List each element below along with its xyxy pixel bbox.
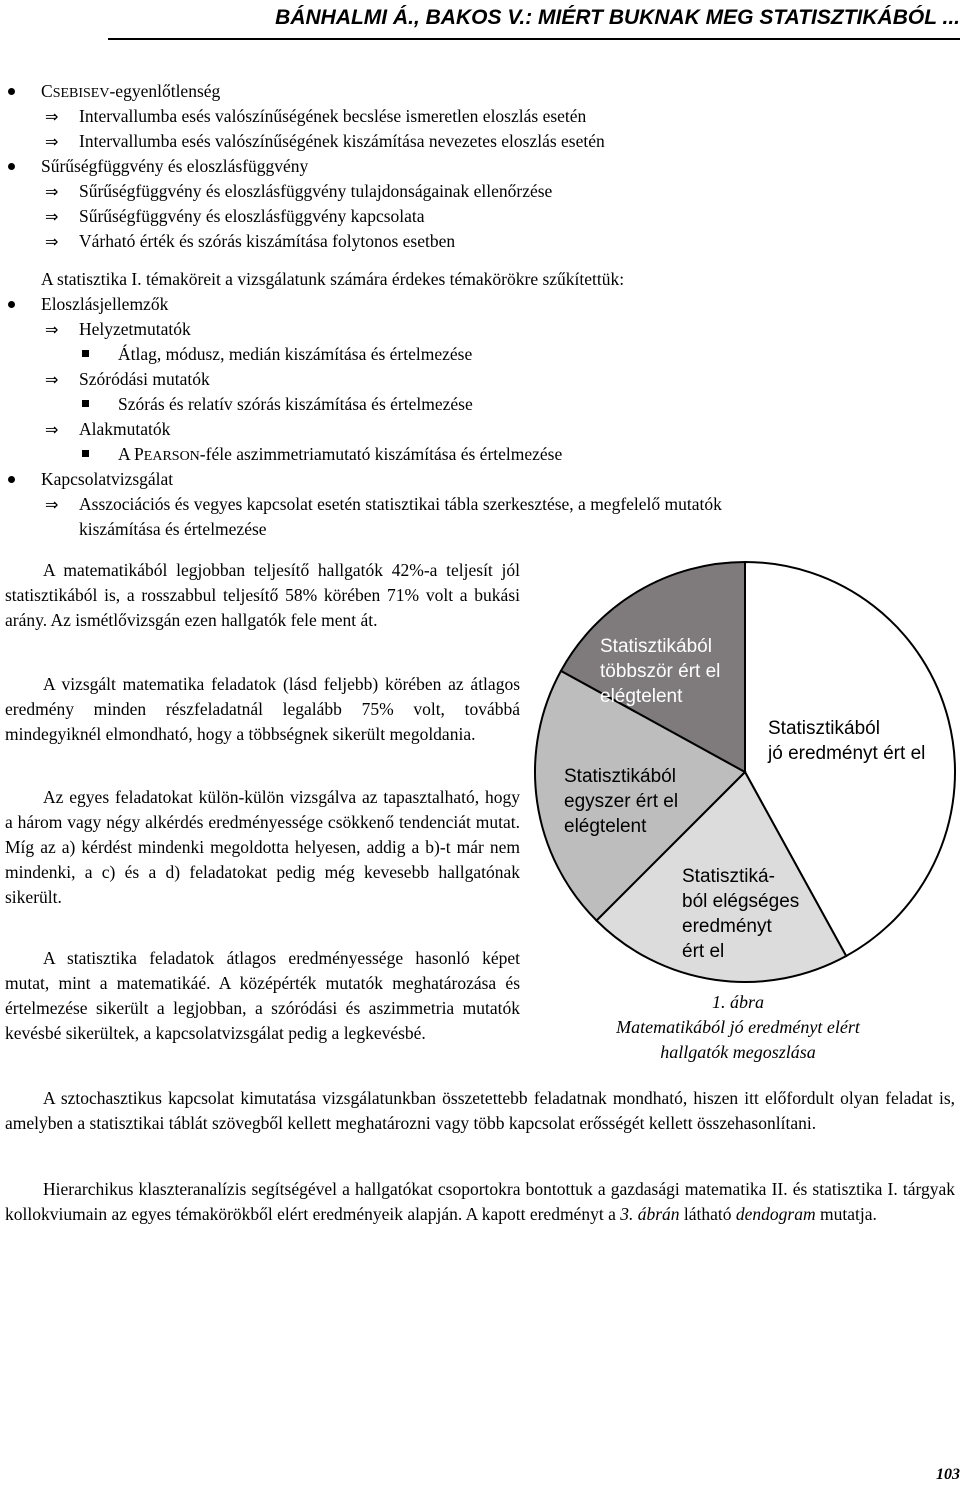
list-item: ⇒ Szóródási mutatók	[79, 367, 210, 392]
list-item	[118, 442, 562, 469]
term-emphasis: dendogram	[735, 1204, 816, 1224]
list-item: Szórás és relatív szórás kiszámítása és értelmezése	[118, 392, 473, 417]
list-item: ⇒ Alakmutatók	[79, 417, 170, 442]
pie-slice-label: Statisztikából többször ért el elégtelent	[600, 636, 721, 707]
paragraph: A vizsgált matematika feladatok (lásd feljebb) körében az átlagos eredmény minden részfeladatnál legalább 75% volt, továbbá mindegyiknél elmondható, hogy a többségnek sikerült megoldania.	[5, 674, 520, 744]
list-item: Sűrűségfüggvény és eloszlásfüggvény	[41, 154, 308, 179]
list-item-label: -egyenlőtlenség	[109, 81, 221, 101]
paragraph	[5, 1177, 955, 1227]
page-number: 103	[936, 1466, 960, 1483]
list-item: ⇒ Asszociációs és vegyes kapcsolat esetén statisztikai tábla szerkesztése, a megfelelő mutatók	[79, 492, 722, 517]
list-item: ⇒ Várható érték és szórás kiszámítása folytonos esetben	[79, 229, 455, 254]
small-caps-text: SEBISEV	[52, 86, 110, 101]
pie-slice-label: Statisztikából egyszer ért el elégtelent	[564, 766, 679, 837]
paragraph-text: mutatja.	[815, 1204, 877, 1224]
intro-line: A statisztika I. témaköreit a vizsgálatunk számára érdekes témakörökre szűkítettük:	[41, 269, 625, 289]
list-item: ⇒ Helyzetmutatók	[79, 317, 191, 342]
paragraph-text: Hierarchikus klaszteranalízis segítségével a hallgatókat csoportokra bontottuk a gazdasági matematika II. és statisztika I. tárgyak kollokviumain az egyes témakörökből elért eredményeik alapján. A kapott eredményt a	[5, 1179, 955, 1224]
paragraph-text: látható	[679, 1204, 736, 1224]
list-item: ⇒ Sűrűségfüggvény és eloszlásfüggvény tulajdonságainak ellenőrzése	[79, 179, 552, 204]
list-item: Eloszlásjellemzők	[41, 292, 168, 317]
header-rule	[108, 38, 960, 40]
list-item: ⇒ Intervallumba esés valószínűségének kiszámítása nevezetes eloszlás esetén	[79, 129, 605, 154]
list-item: ⇒ Sűrűségfüggvény és eloszlásfüggvény kapcsolata	[79, 204, 425, 229]
pie-slice-label: Statisztiká-ból elégséges eredményt ért el	[682, 866, 800, 962]
figure-reference: 3. ábrán	[620, 1204, 680, 1224]
list-item-label: A P	[118, 444, 144, 464]
list-item: CSEBISEV-egyenlőtlenség	[41, 79, 220, 106]
pie-chart	[530, 550, 960, 990]
figure-title-line: Matematikából jó eredményt elért	[616, 1017, 860, 1037]
list-item: ⇒ Intervallumba esés valószínűségének becslése ismeretlen eloszlás esetén	[79, 104, 586, 129]
figure-title-line: hallgatók megoszlása	[660, 1042, 816, 1062]
figure-number: 1. ábra	[711, 992, 764, 1012]
figure-caption	[558, 990, 918, 1065]
paragraph: A sztochasztikus kapcsolat kimutatása vizsgálatunkban összetettebb feladatnak mondható, hiszen itt előfordult olyan feladat is, amelyben a statisztikai táblát szövegből kellett meghatározni vagy több kapcsolat erősségét kellett összehasonlítani.	[5, 1088, 955, 1133]
pie-slice-label: Statisztikából jó eredményt ért el	[768, 718, 926, 764]
list-item: Átlag, módusz, medián kiszámítása és értelmezése	[118, 342, 472, 367]
list-item-continuation: kiszámítása és értelmezése	[79, 519, 267, 539]
running-header: BÁNHALMI Á., BAKOS V.: MIÉRT BUKNAK MEG STATISZTIKÁBÓL ...	[275, 6, 960, 29]
paragraph: A matematikából legjobban teljesítő hallgatók 42%-a teljesít jól statisztikából is, a rosszabbul teljesítő 58% körében 71% volt a bukási arány. Az ismétlővizsgán ezen hallgatók fele ment át.	[5, 560, 520, 630]
list-item-label: -féle aszimmetriamutató kiszámítása és értelmezése	[199, 444, 563, 464]
paragraph: A statisztika feladatok átlagos eredményessége hasonló képet mutat, mint a matematikáé. A középérték mutatók meghatározása és értelmezése sikerült a legjobban, a szóródási és aszimmetria mutatók kevésbé sikerültek, a kapcsolatvizsgálat pedig a legkevésbé.	[5, 948, 520, 1043]
list-item: Kapcsolatvizsgálat	[41, 467, 173, 492]
paragraph: Az egyes feladatokat külön-külön vizsgálva az tapasztalható, hogy a három vagy négy alkérdés eredményessége csökkenő tendenciát mutat. Míg az a) kérdést mindenki megoldotta helyesen, addig a b)-t már nem mindenki, a c) és a d) feladatokat pedig még kevesebb hallgatónak sikerült.	[5, 787, 520, 907]
small-caps-text: EARSON	[143, 449, 200, 464]
